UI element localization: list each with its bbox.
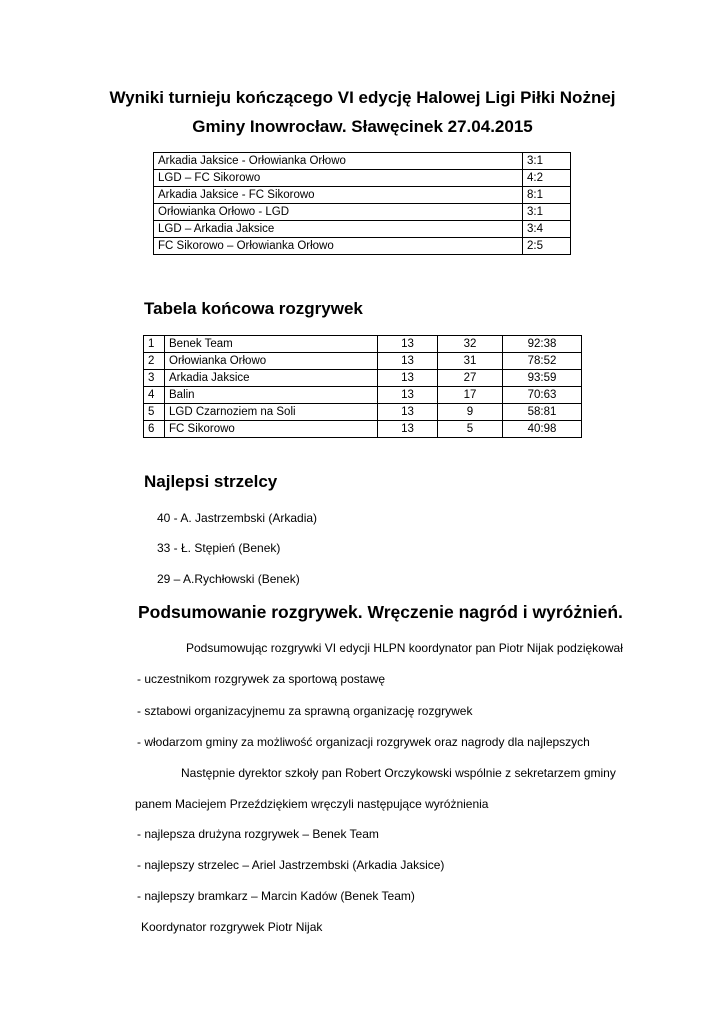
table-row — [154, 187, 571, 204]
position-cell: 2 — [144, 353, 165, 370]
team-cell: FC Sikorowo — [165, 421, 378, 438]
match-cell: FC Sikorowo – Orłowianka Orłowo — [154, 238, 523, 255]
team-cell: Balin — [165, 387, 378, 404]
table-row — [154, 238, 571, 255]
team-cell: Arkadia Jaksice — [165, 370, 378, 387]
points-cell: 27 — [438, 370, 503, 387]
table-row — [144, 421, 582, 438]
standings-table — [143, 335, 582, 438]
team-cell: Orłowianka Orłowo — [165, 353, 378, 370]
match-cell: LGD – FC Sikorowo — [154, 170, 523, 187]
position-cell: 6 — [144, 421, 165, 438]
score-cell: 3:4 — [523, 221, 571, 238]
scorer-item: 33 - Ł. Stępień (Benek) — [157, 541, 281, 555]
summary-line: - włodarzom gminy za możliwość organizacji rozgrywek oraz nagrody dla najlepszych — [137, 735, 590, 749]
match-cell: Orłowianka Orłowo - LGD — [154, 204, 523, 221]
games-cell: 13 — [378, 336, 438, 353]
table-row — [144, 387, 582, 404]
table-row — [144, 370, 582, 387]
results-table — [153, 152, 571, 255]
team-cell: LGD Czarnoziem na Soli — [165, 404, 378, 421]
games-cell: 13 — [378, 370, 438, 387]
award-line: - najlepszy strzelec – Ariel Jastrzembski (Arkadia Jaksice) — [137, 858, 445, 872]
summary-paragraph: Podsumowując rozgrywki VI edycji HLPN koordynator pan Piotr Nijak podziękował — [186, 641, 623, 655]
match-cell: Arkadia Jaksice - Orłowianka Orłowo — [154, 153, 523, 170]
table-row — [154, 170, 571, 187]
coordinator-signature: Koordynator rozgrywek Piotr Nijak — [141, 920, 323, 934]
points-cell: 17 — [438, 387, 503, 404]
goals-cell: 92:38 — [503, 336, 582, 353]
position-cell: 3 — [144, 370, 165, 387]
document-title-line-2: Gminy Inowrocław. Sławęcinek 27.04.2015 — [192, 117, 533, 136]
award-line: - najlepszy bramkarz – Marcin Kadów (Benek Team) — [137, 889, 415, 903]
match-cell: Arkadia Jaksice - FC Sikorowo — [154, 187, 523, 204]
games-cell: 13 — [378, 421, 438, 438]
document-title-line-1: Wyniki turnieju kończącego VI edycję Halowej Ligi Piłki Nożnej — [109, 88, 616, 107]
table-row — [154, 153, 571, 170]
goals-cell: 93:59 — [503, 370, 582, 387]
goals-cell: 78:52 — [503, 353, 582, 370]
summary-line: - uczestnikom rozgrywek za sportową postawę — [137, 672, 386, 686]
position-cell: 4 — [144, 387, 165, 404]
games-cell: 13 — [378, 404, 438, 421]
games-cell: 13 — [378, 387, 438, 404]
summary-line: panem Maciejem Przeździękiem wręczyli następujące wyróżnienia — [135, 797, 489, 811]
table-row — [144, 404, 582, 421]
summary-paragraph: Następnie dyrektor szkoły pan Robert Orczykowski wspólnie z sekretarzem gminy — [181, 766, 616, 780]
goals-cell: 58:81 — [503, 404, 582, 421]
points-cell: 5 — [438, 421, 503, 438]
table-row — [154, 204, 571, 221]
points-cell: 9 — [438, 404, 503, 421]
position-cell: 1 — [144, 336, 165, 353]
scorers-heading: Najlepsi strzelcy — [144, 472, 278, 491]
scorer-item: 29 – A.Rychłowski (Benek) — [157, 572, 300, 586]
points-cell: 32 — [438, 336, 503, 353]
award-line: - najlepsza drużyna rozgrywek – Benek Team — [137, 827, 379, 841]
standings-heading: Tabela końcowa rozgrywek — [144, 299, 363, 318]
goals-cell: 70:63 — [503, 387, 582, 404]
score-cell: 3:1 — [523, 153, 571, 170]
score-cell: 2:5 — [523, 238, 571, 255]
games-cell: 13 — [378, 353, 438, 370]
match-cell: LGD – Arkadia Jaksice — [154, 221, 523, 238]
summary-line: - sztabowi organizacyjnemu za sprawną organizację rozgrywek — [137, 704, 473, 718]
scorer-item: 40 - A. Jastrzembski (Arkadia) — [157, 511, 318, 525]
table-row — [144, 353, 582, 370]
score-cell: 3:1 — [523, 204, 571, 221]
table-row — [154, 221, 571, 238]
points-cell: 31 — [438, 353, 503, 370]
summary-heading: Podsumowanie rozgrywek. Wręczenie nagród i wyróżnień. — [138, 602, 623, 622]
score-cell: 8:1 — [523, 187, 571, 204]
score-cell: 4:2 — [523, 170, 571, 187]
table-row — [144, 336, 582, 353]
position-cell: 5 — [144, 404, 165, 421]
goals-cell: 40:98 — [503, 421, 582, 438]
team-cell: Benek Team — [165, 336, 378, 353]
